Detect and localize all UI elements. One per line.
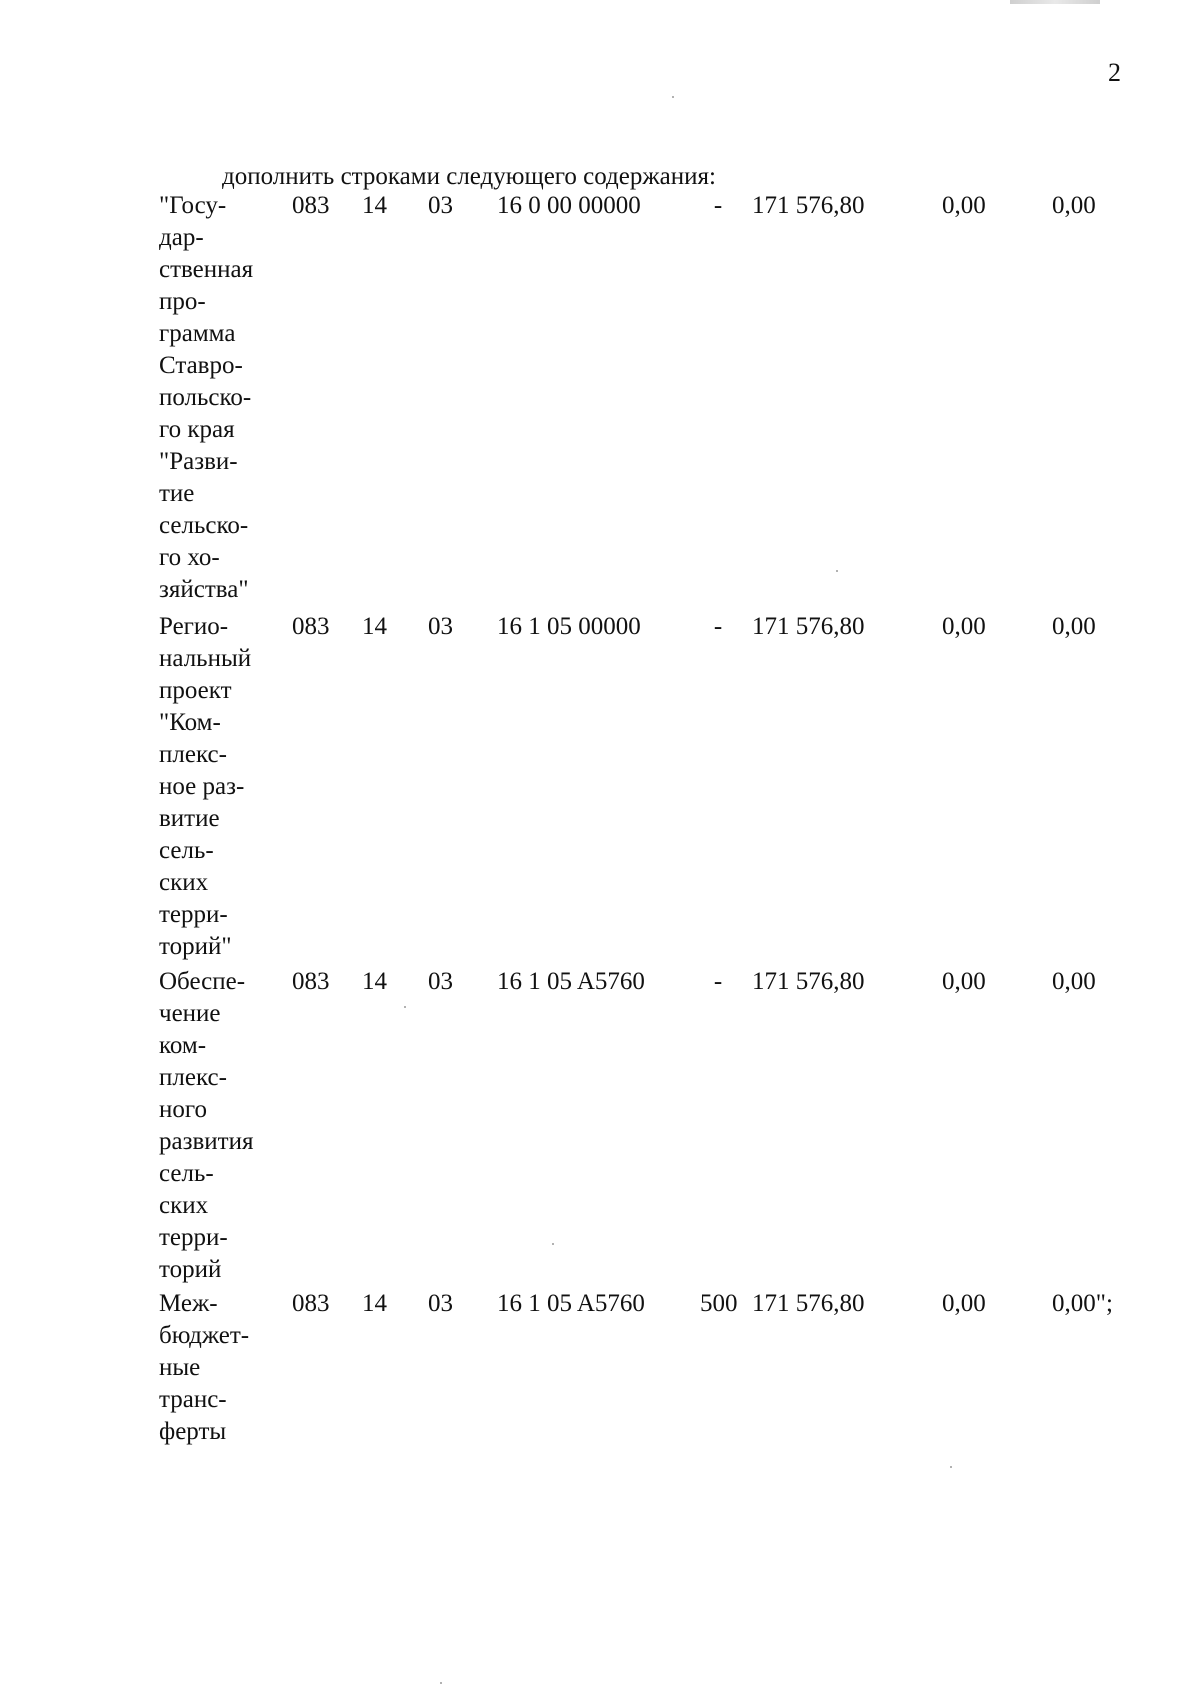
row-expense-type: -	[713, 613, 723, 640]
page-number: 2	[1108, 58, 1121, 87]
row-section-code: 14	[362, 613, 387, 640]
row-ved-code: 083	[292, 968, 330, 995]
row-ved-code: 083	[292, 613, 330, 640]
row-amount-year3: 0,00	[1052, 968, 1096, 995]
scan-speck	[836, 570, 838, 572]
row-subsection-code: 03	[428, 192, 453, 219]
row-target-code: 16 1 05 00000	[497, 613, 641, 640]
row-target-code: 16 1 05 A5760	[497, 1290, 645, 1317]
row-subsection-code: 03	[428, 1290, 453, 1317]
row-name: "Госу- дар- ственная про- грамма Ставро- польско- го края "Разви- тие сельско- го хо- зяйства"	[159, 192, 254, 603]
row-ved-code: 083	[292, 1290, 330, 1317]
scan-artifact	[1010, 0, 1100, 4]
scan-speck	[672, 96, 674, 98]
row-name: Регио- нальный проект "Ком- плекс- ное раз- витие сель- ских терри- торий"	[159, 613, 252, 960]
row-name: Обеспе- чение ком- плекс- ного развития сель- ских терри- торий	[159, 968, 254, 1283]
row-amount-year2: 0,00	[942, 613, 986, 640]
row-name: Меж- бюджет- ные транс- ферты	[159, 1290, 250, 1445]
row-target-code: 16 0 00 00000	[497, 192, 641, 219]
row-expense-type: -	[713, 968, 723, 995]
scan-speck	[950, 1466, 952, 1468]
row-amount-year2: 0,00	[942, 192, 986, 219]
row-amount-year1: 171 576,80	[752, 613, 865, 640]
row-amount-year1: 171 576,80	[752, 192, 865, 219]
row-ved-code: 083	[292, 192, 330, 219]
row-amount-year2: 0,00	[942, 1290, 986, 1317]
row-section-code: 14	[362, 1290, 387, 1317]
row-expense-type: 500	[700, 1290, 738, 1317]
row-amount-year2: 0,00	[942, 968, 986, 995]
row-expense-type: -	[713, 192, 723, 219]
scan-speck	[440, 1682, 442, 1684]
row-subsection-code: 03	[428, 613, 453, 640]
row-amount-year3: 0,00	[1052, 613, 1096, 640]
row-section-code: 14	[362, 968, 387, 995]
scan-speck	[552, 1243, 554, 1245]
row-amount-year1: 171 576,80	[752, 968, 865, 995]
row-section-code: 14	[362, 192, 387, 219]
row-subsection-code: 03	[428, 968, 453, 995]
intro-text: дополнить строками следующего содержания:	[222, 163, 716, 190]
row-target-code: 16 1 05 A5760	[497, 968, 645, 995]
scan-speck	[404, 1006, 406, 1008]
row-amount-year1: 171 576,80	[752, 1290, 865, 1317]
row-amount-year3: 0,00";	[1052, 1290, 1113, 1317]
row-amount-year3: 0,00	[1052, 192, 1096, 219]
